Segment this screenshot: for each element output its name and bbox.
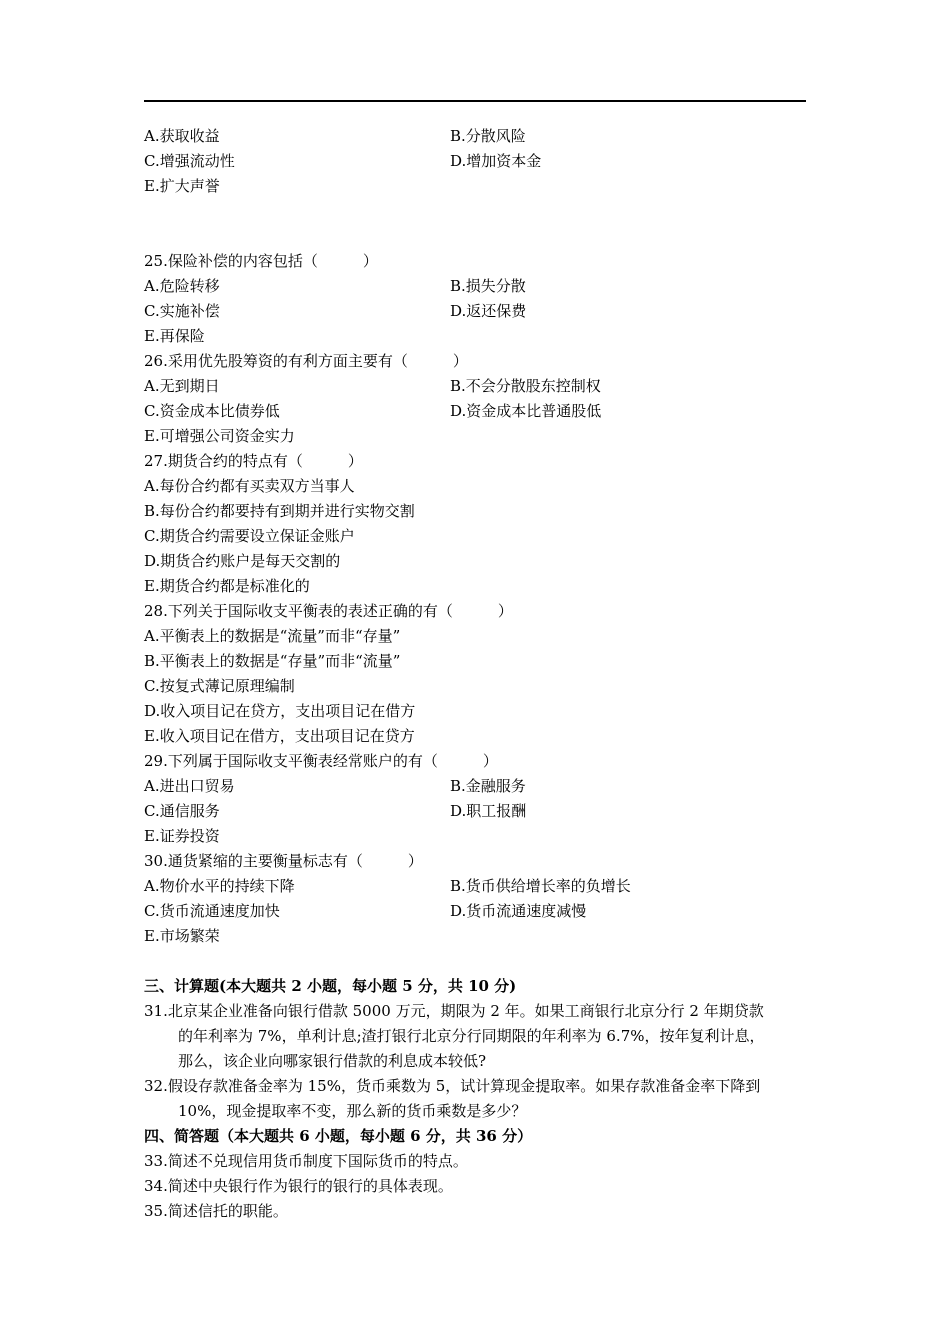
q29-options-row-1 [144,774,808,799]
q26-option-d: D.资金成本比普通股低 [450,402,602,420]
q24-option-e: E.扩大声誉 [144,177,220,195]
q24-options-row-1 [144,124,808,149]
q32-line-1: 32.假设存款准备金率为 15%，货币乘数为 5，试计算现金提取率。如果存款准备金率下降到 [144,1077,761,1095]
q32-paragraph [144,1074,808,1124]
q25-option-a: A.危险转移 [144,277,220,295]
q27-option-d: D.期货合约账户是每天交割的 [144,552,341,570]
q30-option-e: E.市场繁荣 [144,927,220,945]
spacer [144,949,808,974]
q24-option-d: D.增加资本金 [450,152,542,170]
q25-options-row-1 [144,274,808,299]
q26-options-row-2 [144,399,808,424]
q25-option-d: D.返还保费 [450,302,527,320]
q25-option-c: C.实施补偿 [144,302,220,320]
q30-options-row-1 [144,874,808,899]
q33-question: 33.简述不兑现信用货币制度下国际货币的特点。 [144,1152,468,1170]
q30-options-row-2 [144,899,808,924]
q30-option-d: D.货币流通速度减慢 [450,902,587,920]
q34-question: 34.简述中央银行作为银行的银行的具体表现。 [144,1177,453,1195]
q29-option-b: B.金融服务 [450,777,526,795]
header-rule [144,100,806,102]
q35-question: 35.简述信托的职能。 [144,1202,288,1220]
q31-line-3: 那么，该企业向哪家银行借款的利息成本较低? [178,1052,487,1070]
q26-option-a: A.无到期日 [144,377,220,395]
q31-line-2: 的年利率为 7%，单利计息;渣打银行北京分行同期限的年利率为 6.7%，按年复利计息， [178,1027,765,1045]
spacer [144,199,808,249]
q26-option-b: B.不会分散股东控制权 [450,377,601,395]
q28-option-a: A.平衡表上的数据是“流量”而非“存量” [144,627,401,645]
q26-option-c: C.资金成本比债券低 [144,402,280,420]
q30-question: 30.通货紧缩的主要衡量标志有（ ） [144,852,423,870]
q29-option-d: D.职工报酬 [450,802,527,820]
section-4-heading: 四、简答题（本大题共 6 小题，每小题 6 分，共 36 分） [144,1127,533,1145]
q24-options-row-2 [144,149,808,174]
q29-options-row-2 [144,799,808,824]
q28-option-d: D.收入项目记在贷方，支出项目记在借方 [144,702,416,720]
q27-option-b: B.每份合约都要持有到期并进行实物交割 [144,502,415,520]
q25-option-b: B.损失分散 [450,277,526,295]
q24-option-a: A.获取收益 [144,127,220,145]
exam-page-content [144,124,808,1224]
q30-option-a: A.物价水平的持续下降 [144,877,295,895]
q24-option-c: C.增强流动性 [144,152,235,170]
q29-option-e: E.证券投资 [144,827,220,845]
q28-option-b: B.平衡表上的数据是“存量”而非“流量” [144,652,401,670]
q31-paragraph [144,999,808,1074]
q27-option-c: C.期货合约需要设立保证金账户 [144,527,355,545]
q28-question: 28.下列关于国际收支平衡表的表述正确的有（ ） [144,602,513,620]
q25-question: 25.保险补偿的内容包括（ ） [144,252,378,270]
q32-line-2: 10%，现金提取率不变，那么新的货币乘数是多少？ [178,1102,527,1120]
q28-option-c: C.按复式薄记原理编制 [144,677,295,695]
q26-options-row-1 [144,374,808,399]
q29-question: 29.下列属于国际收支平衡表经常账户的有（ ） [144,752,498,770]
q26-option-e: E.可增强公司资金实力 [144,427,295,445]
q27-option-e: E.期货合约都是标准化的 [144,577,310,595]
q30-option-c: C.货币流通速度加快 [144,902,280,920]
q30-option-b: B.货币供给增长率的负增长 [450,877,631,895]
q25-options-row-2 [144,299,808,324]
q29-option-a: A.进出口贸易 [144,777,235,795]
section-3-heading: 三、计算题(本大题共 2 小题，每小题 5 分，共 10 分) [144,977,517,995]
q25-option-e: E.再保险 [144,327,205,345]
q31-line-1: 31.北京某企业准备向银行借款 5000 万元，期限为 2 年。如果工商银行北京分行 2 年期贷款 [144,1002,764,1020]
q26-question: 26.采用优先股筹资的有利方面主要有（ ） [144,352,468,370]
q27-question: 27.期货合约的特点有（ ） [144,452,363,470]
q27-option-a: A.每份合约都有买卖双方当事人 [144,477,355,495]
q29-option-c: C.通信服务 [144,802,220,820]
q24-option-b: B.分散风险 [450,127,526,145]
q28-option-e: E.收入项目记在借方，支出项目记在贷方 [144,727,415,745]
